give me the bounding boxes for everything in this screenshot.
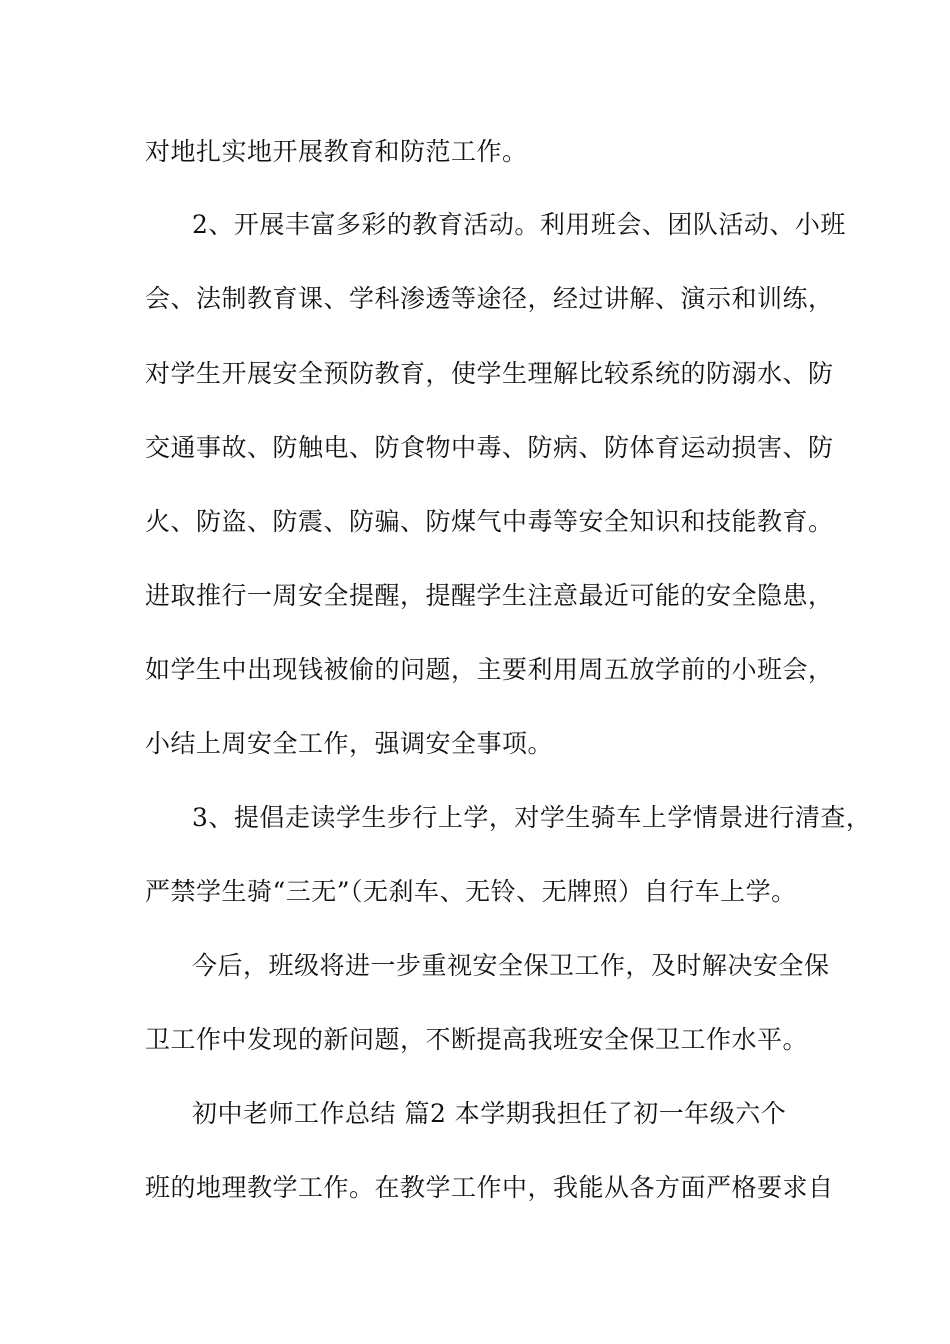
text-line: 2、开展丰富多彩的教育活动。利用班会、团队活动、小班: [192, 210, 846, 239]
text-line: 今后，班级将进一步重视安全保卫工作，及时解决安全保: [192, 951, 830, 980]
text-line: 进取推行一周安全提醒，提醒学生注意最近可能的安全隐患，: [145, 581, 834, 610]
text-line: 初中老师工作总结 篇2 本学期我担任了初一年级六个: [192, 1099, 787, 1128]
text-line: 火、防盗、防震、防骗、防煤气中毒等安全知识和技能教育。: [145, 507, 834, 536]
text-line: 交通事故、防触电、防食物中毒、防病、防体育运动损害、防: [145, 433, 834, 462]
text-line: 对地扎实地开展教育和防范工作。: [145, 137, 528, 166]
text-line: 对学生开展安全预防教育，使学生理解比较系统的防溺水、防: [145, 359, 834, 388]
text-line: 严禁学生骑“三无”（无刹车、无铃、无牌照）自行车上学。: [145, 877, 797, 906]
text-line: 如学生中出现钱被偷的问题，主要利用周五放学前的小班会，: [145, 655, 834, 684]
text-line: 小结上周安全工作，强调安全事项。: [145, 729, 554, 758]
text-line: 会、法制教育课、学科渗透等途径，经过讲解、演示和训练，: [145, 284, 834, 313]
text-line: 3、提倡走读学生步行上学，对学生骑车上学情景进行清查，: [192, 803, 872, 832]
text-line: 卫工作中发现的新问题，不断提高我班安全保卫工作水平。: [145, 1025, 809, 1054]
text-line: 班的地理教学工作。在教学工作中，我能从各方面严格要求自: [145, 1173, 834, 1202]
